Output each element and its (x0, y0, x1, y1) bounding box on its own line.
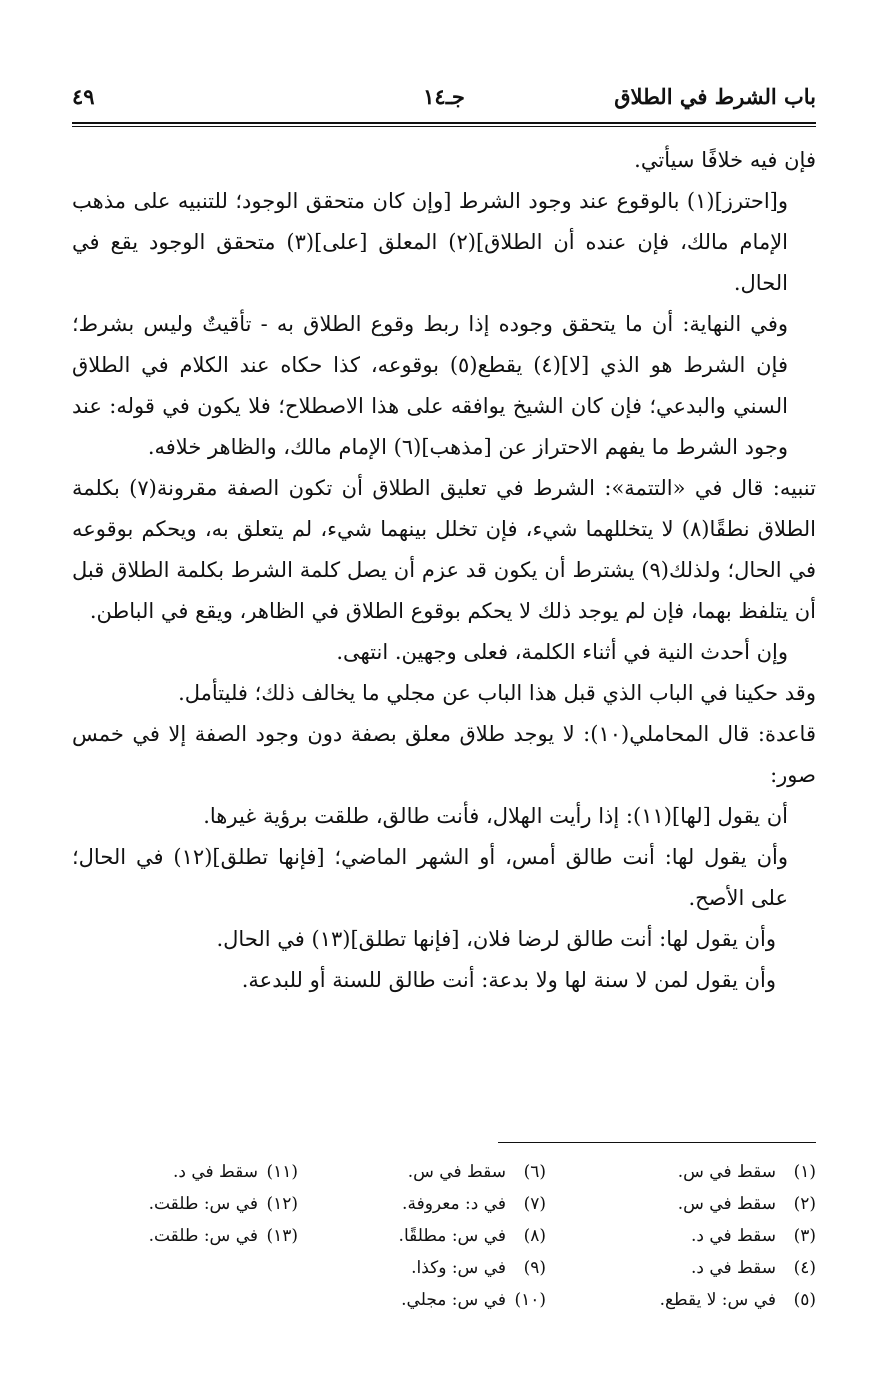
paragraph: وأن يقول لمن لا سنة لها ولا بدعة: أنت طالق للسنة أو للبدعة. (241, 968, 776, 992)
paragraph: وإن أحدث النية في أثناء الكلمة، فعلى وجهين. انتهى. (336, 640, 788, 664)
paragraph: تنبيه: قال في «التتمة»: الشرط في تعليق الطلاق أن تكون الصفة مقرونة(٧) بكلمة الطلاق نطقًا(٨) لا يتخللهما شيء، فإن تخلل بينهما شيء، لم يتعلق به، ويحكم بوقوعه في الحال؛ ولذلك(٩) يشترط أن يكون قد عزم أن يصل كلمة الشرط بكلمة الطلاق قبل أن يتلفظ بهما، فإن لم يوجد ذلك لا يحكم بوقوع الطلاق في الظاهر، ويقع في الباطن. (72, 476, 816, 623)
footnote: (٨)في س: مطلقًا. (398, 1226, 546, 1246)
footnote: (١٢)في س: طلقت. (148, 1194, 298, 1214)
page-number: ٤٩ (72, 84, 95, 109)
volume-number: جـ١٤ (423, 84, 465, 109)
footnote: (٢)سقط في س. (677, 1194, 816, 1214)
footnotes (72, 1156, 816, 1326)
paragraph: وفي النهاية: أن ما يتحقق وجوده إذا ربط وقوع الطلاق به - تأقيتٌ وليس بشرط؛ فإن الشرط هو الذي [لا](٤) يقطع(٥) بوقوعه، كذا حكاه عند الكلام في الطلاق السني والبدعي؛ فإن كان الشيخ يوافقه على هذا الاصطلاح؛ فلا يكون في قوله: عند وجود الشرط ما يفهم الاحتراز عن [مذهب](٦) الإمام مالك، والظاهر خلافه. (72, 312, 788, 459)
main-text (72, 140, 816, 1001)
footnote-column-2 (316, 1156, 546, 1316)
footnote: (١٣)في س: طلقت. (148, 1226, 298, 1246)
footnote: (١)سقط في س. (677, 1162, 816, 1182)
paragraph: فإن فيه خلافًا سيأتي. (634, 148, 816, 172)
footnote-column-3 (68, 1156, 298, 1252)
footnote: (٧)في د: معروفة. (402, 1194, 546, 1214)
footnote: (٣)سقط في د. (690, 1226, 816, 1246)
paragraph: وأن يقول لها: أنت طالق أمس، أو الشهر الماضي؛ [فإنها تطلق](١٢) في الحال؛ على الأصح. (72, 845, 788, 910)
running-header (72, 80, 816, 120)
footnote: (١١)سقط في د. (172, 1162, 298, 1182)
paragraph: و[احترز](١) بالوقوع عند وجود الشرط [وإن كان متحقق الوجود؛ للتنبيه على مذهب الإمام مالك، فإن عنده أن الطلاق](٢) المعلق [على](٣) متحقق الوجود يقع في الحال. (72, 189, 789, 295)
paragraph: وقد حكينا في الباب الذي قبل هذا الباب عن مجلي ما يخالف ذلك؛ فليتأمل. (178, 681, 816, 705)
chapter-title: باب الشرط في الطلاق (614, 84, 816, 109)
footnote: (٤)سقط في د. (690, 1258, 816, 1278)
footnote-separator (498, 1142, 816, 1143)
footnote-column-1 (586, 1156, 816, 1316)
header-rule (72, 122, 816, 124)
paragraph: أن يقول [لها](١١): إذا رأيت الهلال، فأنت طالق، طلقت برؤية غيرها. (203, 804, 788, 828)
header-rule-thin (72, 126, 816, 127)
footnote: (٩)في س: وكذا. (411, 1258, 546, 1278)
paragraph: وأن يقول لها: أنت طالق لرضا فلان، [فإنها تطلق](١٣) في الحال. (216, 927, 776, 951)
footnote: (٥)في س: لا يقطع. (659, 1290, 816, 1310)
footnote: (٦)سقط في س. (407, 1162, 546, 1182)
footnote: (١٠)في س: مجلي. (401, 1290, 546, 1310)
paragraph: قاعدة: قال المحاملي(١٠): لا يوجد طلاق معلق بصفة دون وجود الصفة إلا في خمس صور: (72, 722, 816, 787)
